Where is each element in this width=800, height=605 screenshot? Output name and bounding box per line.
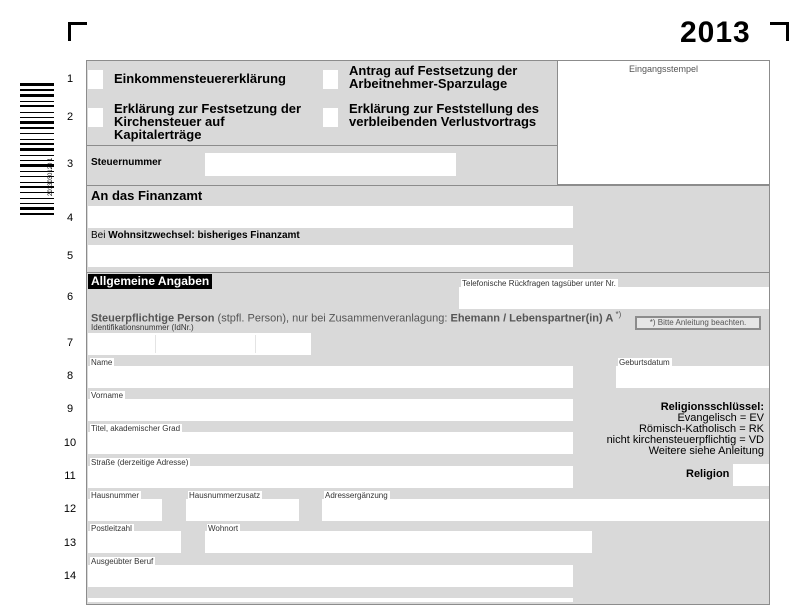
birthdate-label: Geburtsdatum [619, 358, 670, 367]
loss-carryforward-checkbox[interactable] [323, 108, 338, 127]
row-number: 12 [63, 503, 77, 515]
id-number-input[interactable] [88, 333, 311, 355]
barcode-bar [20, 83, 54, 86]
barcode-bar [20, 101, 54, 102]
city-input[interactable] [205, 531, 592, 553]
name-label: Name [91, 358, 113, 367]
barcode-bar [20, 203, 54, 204]
address-extra-label: Adressergänzung [325, 491, 388, 500]
barcode-bar [20, 105, 54, 107]
row-number: 6 [66, 291, 74, 303]
church-tax-label-3: Kapitalerträge [114, 127, 202, 142]
house-suffix-input[interactable] [186, 499, 299, 521]
row-number: 11 [64, 470, 76, 482]
tax-office-input[interactable] [88, 206, 573, 228]
barcode-bar [20, 207, 54, 210]
barcode-bar [20, 143, 54, 145]
id-number-divider [255, 335, 256, 353]
previous-tax-office-prefix: Bei [91, 230, 109, 241]
taxpayer-heading-partner: Ehemann / Lebenspartner(in) A [450, 312, 614, 325]
religion-key [607, 402, 764, 457]
job-label: Ausgeübter Beruf [91, 557, 154, 566]
firstname-label: Vorname [91, 391, 124, 400]
firstname-input[interactable] [88, 399, 573, 421]
stamp-box [557, 60, 770, 185]
row-number: 8 [66, 370, 74, 382]
house-suffix-label: Hausnummerzusatz [189, 491, 261, 500]
loss-carryforward-label-1: Erklärung zur Feststellung des [349, 101, 539, 116]
barcode-bar [20, 117, 54, 118]
barcode-bar [20, 155, 54, 156]
savings-bonus-label-2: Arbeitnehmer-Sparzulage [349, 76, 508, 91]
religion-label: Religion [686, 468, 730, 480]
barcode-bar [20, 112, 54, 113]
taxpayer-heading-sup: *) [613, 310, 622, 319]
religion-key-line: nicht kirchensteuerpflichtig = VD [606, 434, 764, 446]
previous-tax-office-label [91, 230, 300, 241]
job-input[interactable] [88, 565, 573, 587]
barcode-bar [20, 213, 54, 215]
phone-input[interactable] [459, 287, 769, 309]
street-label: Straße (derzeitige Adresse) [91, 458, 189, 467]
church-tax-checkbox[interactable] [88, 108, 103, 127]
row-number: 13 [63, 537, 77, 549]
tax-office-heading: An das Finanzamt [91, 188, 203, 203]
id-number-divider [155, 335, 156, 353]
separator [86, 185, 770, 186]
previous-tax-office-input[interactable] [88, 245, 573, 267]
previous-tax-office-bold: Wohnsitzwechsel: bisheriges Finanzamt [108, 230, 300, 241]
name-input[interactable] [88, 366, 573, 388]
zip-label: Postleitzahl [91, 524, 132, 533]
address-extra-input[interactable] [322, 499, 769, 521]
church-tax-label-2: Kirchensteuer auf [114, 114, 225, 129]
barcode-bar [20, 139, 54, 140]
birthdate-input[interactable] [616, 366, 769, 388]
corner-mark-right [770, 22, 789, 41]
row-number: 1 [66, 73, 74, 85]
taxpayer-heading-normal: (stpfl. Person), nur bei Zusammenveranlagung: [214, 312, 451, 325]
separator [86, 145, 558, 146]
section-title-general: Allgemeine Angaben [88, 274, 212, 289]
row-number: 14 [63, 570, 77, 582]
barcode-bar [20, 94, 54, 97]
savings-bonus-label-1: Antrag auf Festsetzung der [349, 63, 518, 78]
tax-number-input[interactable] [205, 153, 456, 176]
row-number: 5 [66, 250, 74, 262]
id-number-label: Identifikationsnummer (IdNr.) [91, 323, 194, 332]
row-number: 9 [66, 403, 74, 415]
tax-number-label: Steuernummer [91, 157, 162, 168]
religion-key-title: Religionsschlüssel: [660, 401, 764, 413]
religion-input[interactable] [733, 464, 769, 486]
title-label: Titel, akademischer Grad [91, 424, 181, 433]
corner-mark-left [68, 22, 87, 41]
barcode-bar [20, 121, 54, 124]
barcode-bar [20, 133, 54, 134]
instruction-note: *) Bitte Anleitung beachten. [635, 316, 761, 330]
barcode-bar [20, 198, 54, 199]
city-label: Wohnort [208, 524, 239, 533]
house-number-label: Hausnummer [91, 491, 140, 500]
form-year: 2013 [680, 16, 751, 49]
barcode-number: 2013030120 1 [48, 157, 54, 196]
income-tax-checkbox[interactable] [88, 70, 103, 89]
title-input[interactable] [88, 432, 573, 454]
next-row-field-right[interactable] [437, 598, 573, 602]
row-number: 4 [66, 212, 74, 224]
row-number: 7 [66, 337, 74, 349]
barcode-bar [20, 148, 54, 151]
phone-label: Telefonische Rückfragen tagsüber unter Nr. [462, 279, 616, 288]
taxpayer-heading-bold: Steuerpflichtige Person [91, 312, 215, 325]
barcode-bar [20, 127, 54, 129]
savings-bonus-checkbox[interactable] [323, 70, 338, 89]
house-number-input[interactable] [88, 499, 162, 521]
income-tax-label: Einkommensteuererklärung [114, 71, 286, 86]
row-number: 10 [63, 437, 77, 449]
zip-input[interactable] [88, 531, 181, 553]
separator [86, 272, 770, 273]
church-tax-label-1: Erklärung zur Festsetzung der [114, 101, 302, 116]
religion-key-line: Römisch-Katholisch = RK [638, 423, 764, 435]
religion-key-line: Weitere siehe Anleitung [648, 445, 764, 457]
religion-key-line: Evangelisch = EV [677, 412, 764, 424]
barcode-bar [20, 89, 54, 91]
stamp-label: Eingangsstempel [628, 64, 699, 74]
row-number: 2 [66, 111, 74, 123]
street-input[interactable] [88, 466, 573, 488]
row-number: 3 [66, 158, 74, 170]
loss-carryforward-label-2: verbleibenden Verlustvortrags [349, 114, 537, 129]
